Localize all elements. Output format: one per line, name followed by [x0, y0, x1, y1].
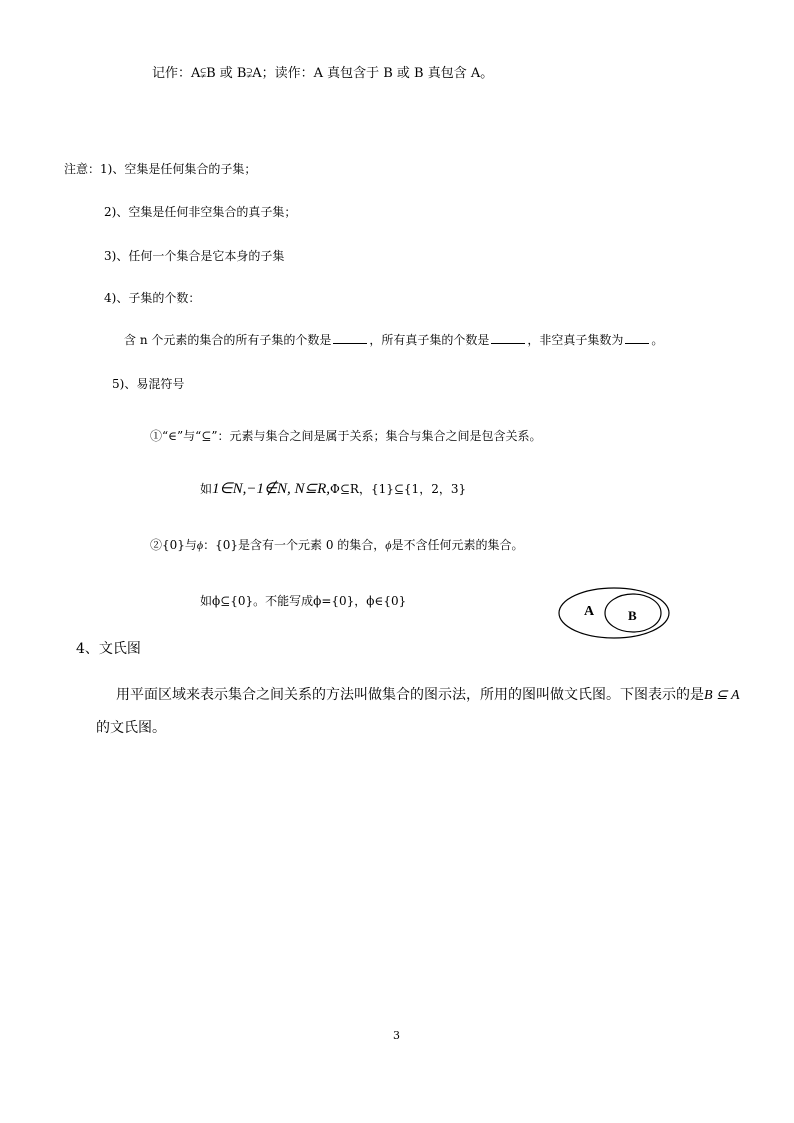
symbol-point-2 — [150, 537, 524, 553]
venn-outer-label: A — [584, 604, 595, 619]
venn-inner-label: B — [628, 608, 637, 623]
blank-2 — [491, 342, 525, 344]
example-1-rest: Φ⊆R，{1}⊆{1，2，3} — [330, 482, 467, 496]
note-item-2: 2)、空集是任何非空集合的真子集； — [104, 205, 297, 219]
symbol-example-1 — [200, 481, 466, 497]
blank-1 — [333, 342, 367, 344]
subset-count-part1: 含 n 个元素的集合的所有子集的个数是 — [124, 333, 332, 347]
subset-count-part3: ，非空真子集数为 — [527, 333, 624, 347]
blank-3 — [625, 342, 649, 344]
point-2-phi-2: ϕ — [385, 538, 392, 552]
symbol-point-1: ①“∈”与“⊆”：元素与集合之间是属于关系；集合与集合之间是包含关系。 — [150, 429, 542, 443]
venn-paragraph-math: B ⊆ A — [704, 688, 740, 703]
example-1-prefix: 如 — [200, 482, 213, 496]
point-2-end: 是不含任何元素的集合。 — [391, 538, 524, 552]
subset-count-sentence — [124, 332, 663, 348]
venn-paragraph-line-1 — [116, 684, 740, 707]
point-2-phi: ϕ — [196, 538, 204, 552]
venn-diagram — [556, 585, 672, 641]
note-item-3: 3)、任何一个集合是它本身的子集 — [104, 249, 285, 263]
subset-count-part4: 。 — [651, 333, 664, 347]
note-intro: 注意：1)、空集是任何集合的子集； — [64, 162, 257, 176]
page-number: 3 — [393, 1029, 400, 1042]
point-2-mid: ：{0}是含有一个元素 0 的集合， — [203, 538, 386, 552]
venn-paragraph-line-2: 的文氏图。 — [96, 720, 166, 736]
point-2-prefix: ②{0}与 — [150, 538, 197, 552]
symbol-example-2: 如ϕ⊆{0}。不能写成ϕ={0}，ϕ∈{0} — [200, 594, 407, 608]
note-item-4: 4)、子集的个数： — [104, 291, 201, 305]
note-item-5: 5)、易混符号 — [112, 377, 185, 391]
venn-outer-set — [559, 588, 669, 638]
venn-paragraph-text: 用平面区域来表示集合之间关系的方法叫做集合的图示法，所用的图叫做文氏图。下图表示的是 — [116, 687, 704, 703]
venn-section-heading: 4、文氏图 — [76, 641, 141, 657]
example-1-math: 1∈N,−1∉N, N⊆R, — [212, 481, 331, 497]
subset-count-part2: ，所有真子集的个数是 — [369, 333, 490, 347]
notation-line: 记作：A⫋B 或 B⫌A；读作：A 真包含于 B 或 B 真包含 A。 — [152, 66, 494, 81]
